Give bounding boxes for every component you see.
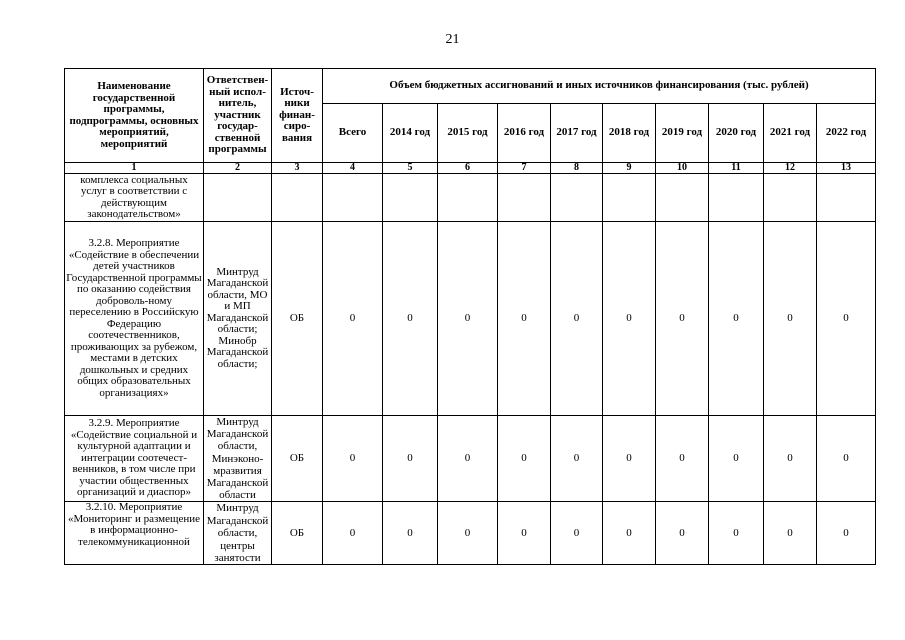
value-year: 0 (603, 502, 656, 565)
value-year: 0 (438, 222, 498, 416)
value-year (551, 174, 603, 222)
header-year: 2022 год (817, 104, 876, 163)
header-year: 2014 год (383, 104, 438, 163)
funding-source: ОБ (272, 416, 323, 502)
value-year: 0 (709, 222, 764, 416)
column-number: 4 (323, 163, 383, 174)
table-row (65, 174, 876, 222)
value-year: 0 (438, 502, 498, 565)
header-year: 2021 год (764, 104, 817, 163)
value-year: 0 (817, 502, 876, 565)
value-year (709, 174, 764, 222)
value-year: 0 (438, 416, 498, 502)
value-year: 0 (656, 416, 709, 502)
header-year: 2017 год (551, 104, 603, 163)
activity-name: 3.2.10. Мероприятие «Мониторинг и размещение в информационно-телекоммуникационной (65, 502, 204, 565)
value-year: 0 (551, 416, 603, 502)
value-year: 0 (603, 222, 656, 416)
value-year: 0 (498, 416, 551, 502)
activity-name: 3.2.8. Мероприятие «Содействие в обеспечении детей участников Государственной программы по оказанию содействия доброволь-ному переселению в Российскую Федерацию соотечественников, проживающих за рубежом, местами в детских дошкольных и средних общих образовательных организациях» (65, 222, 204, 416)
column-number: 9 (603, 163, 656, 174)
table-row (65, 502, 876, 565)
column-number: 2 (204, 163, 272, 174)
value-year: 0 (764, 416, 817, 502)
value-year: 0 (383, 222, 438, 416)
responsible-executor (204, 174, 272, 222)
value-year (764, 174, 817, 222)
column-number: 7 (498, 163, 551, 174)
value-year: 0 (656, 502, 709, 565)
column-number: 3 (272, 163, 323, 174)
value-total (323, 174, 383, 222)
column-number-row (65, 163, 876, 174)
funding-source: ОБ (272, 502, 323, 565)
column-number: 13 (817, 163, 876, 174)
value-year: 0 (817, 222, 876, 416)
value-year: 0 (764, 222, 817, 416)
value-year (817, 174, 876, 222)
table-row (65, 416, 876, 502)
value-total: 0 (323, 222, 383, 416)
header-name: Наименование государственной программы, подпрограммы, основных мероприятий, мероприятий (65, 69, 204, 163)
value-year: 0 (709, 416, 764, 502)
value-year: 0 (817, 416, 876, 502)
funding-source (272, 174, 323, 222)
column-number: 11 (709, 163, 764, 174)
header-year: 2020 год (709, 104, 764, 163)
value-total: 0 (323, 416, 383, 502)
page-number: 21 (445, 32, 460, 47)
value-year: 0 (551, 222, 603, 416)
header-responsible: Ответствен-ный испол-нитель, участник государ-ственной программы (204, 69, 272, 163)
header-year: 2016 год (498, 104, 551, 163)
column-number: 6 (438, 163, 498, 174)
table-row (65, 222, 876, 416)
header-total: Всего (323, 104, 383, 163)
value-year (656, 174, 709, 222)
value-year (383, 174, 438, 222)
activity-name: 3.2.9. Мероприятие «Содействие социальной и культурной адаптации и интеграции соотечест-венников, в том числе при участии общественных организаций и диаспор» (65, 416, 204, 502)
header-year: 2018 год (603, 104, 656, 163)
responsible-executor: Минтруд Магаданской области, центры занятости (204, 502, 272, 565)
responsible-executor: Минтруд Магаданской области, МО и МП Магаданской области; Минобр Магаданской области; (204, 222, 272, 416)
responsible-executor: Минтруд Магаданской области, Минэконо-мразвития Магаданской области (204, 416, 272, 502)
column-number: 1 (65, 163, 204, 174)
value-year: 0 (709, 502, 764, 565)
value-year: 0 (498, 502, 551, 565)
header-row (65, 69, 876, 104)
column-number: 5 (383, 163, 438, 174)
activity-name: комплекса социальных услуг в соответствии с действующим законодательством» (65, 174, 204, 222)
value-year: 0 (656, 222, 709, 416)
header-year: 2019 год (656, 104, 709, 163)
funding-source: ОБ (272, 222, 323, 416)
value-year (438, 174, 498, 222)
header-year: 2015 год (438, 104, 498, 163)
value-year (603, 174, 656, 222)
value-year: 0 (551, 502, 603, 565)
header-source: Источ-ники финан-сиро-вания (272, 69, 323, 163)
value-year: 0 (498, 222, 551, 416)
value-year: 0 (603, 416, 656, 502)
value-year: 0 (383, 416, 438, 502)
budget-table (64, 68, 876, 565)
column-number: 8 (551, 163, 603, 174)
value-year: 0 (383, 502, 438, 565)
column-number: 12 (764, 163, 817, 174)
header-volume-group: Объем бюджетных ассигнований и иных источников финансирования (тыс. рублей) (323, 69, 876, 104)
value-year: 0 (764, 502, 817, 565)
value-year (498, 174, 551, 222)
column-number: 10 (656, 163, 709, 174)
value-total: 0 (323, 502, 383, 565)
